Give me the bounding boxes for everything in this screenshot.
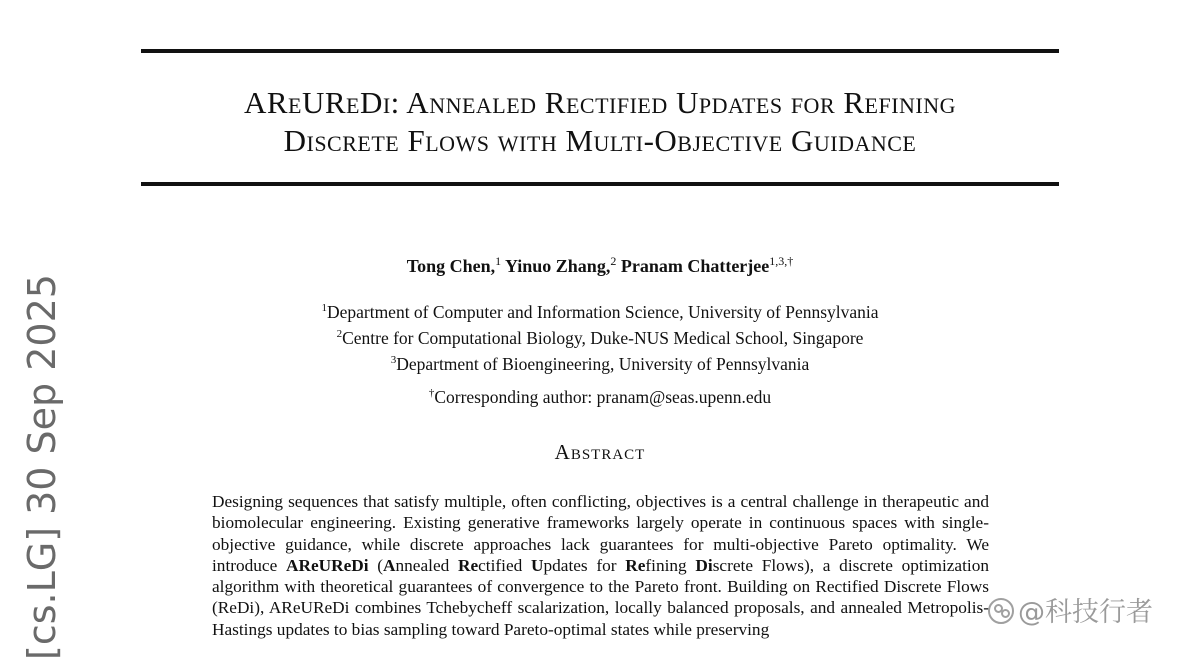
author-name: Tong Chen,: [406, 256, 496, 276]
abstract-heading: Abstract: [554, 440, 646, 464]
affiliation: $^3$Department of Bioengineering, University of Pennsylvania: [390, 353, 810, 374]
affiliation-list: [0, 297, 1200, 374]
author-name: Pranam Chatterjee: [620, 256, 770, 276]
watermark-logo-icon: [988, 598, 1014, 624]
author-affil-sup: 1: [495, 254, 502, 268]
watermark: @科技行者: [988, 590, 1153, 629]
title-line-1: AReUReDi: Annealed Rectified Updates for Refining: [243, 85, 957, 120]
author-name: Yinuo Zhang,: [504, 256, 611, 276]
author-list: [0, 254, 1200, 277]
arxiv-side-identifier: [cs.LG] 30 Sep 2025: [20, 274, 64, 660]
author-affil-sup: 2: [610, 254, 617, 268]
affiliation: $^1$Department of Computer and Information Science, University of Pennsylvania: [321, 301, 879, 322]
title-rule-top: [141, 49, 1059, 53]
title-line-2: Discrete Flows with Multi-Objective Guidance: [283, 123, 917, 158]
affiliation: $^2$Centre for Computational Biology, Duke-NUS Medical School, Singapore: [336, 327, 864, 348]
corresponding-author: †Corresponding author: pranam@seas.upenn.edu: [428, 387, 772, 407]
abstract-body: Designing sequences that satisfy multiple, often conflicting, objectives is a central challenge in therapeutic and biomolecular engineering. Existing generative frameworks largely operate in continuous spaces with single-objective guidance, while discrete approaches lack guarantees for multi-objective Pareto optimality. We introduce AReUReDi (Annealed Rectified Updates for Refining Discrete Flows), a discrete optimization algorithm with theoretical guarantees of convergence to the Pareto front. Building on Rectified Discrete Flows (ReDi), AReUReDi combines Tchebycheff scalarization, locally balanced proposals, and annealed Metropolis-Hastings updates to bias sampling toward Pareto-optimal states while preserving: [212, 492, 989, 639]
author-affil-sup: 1,3,†: [769, 254, 794, 268]
paper-title: [141, 84, 1059, 160]
title-rule-bottom: [141, 182, 1059, 186]
